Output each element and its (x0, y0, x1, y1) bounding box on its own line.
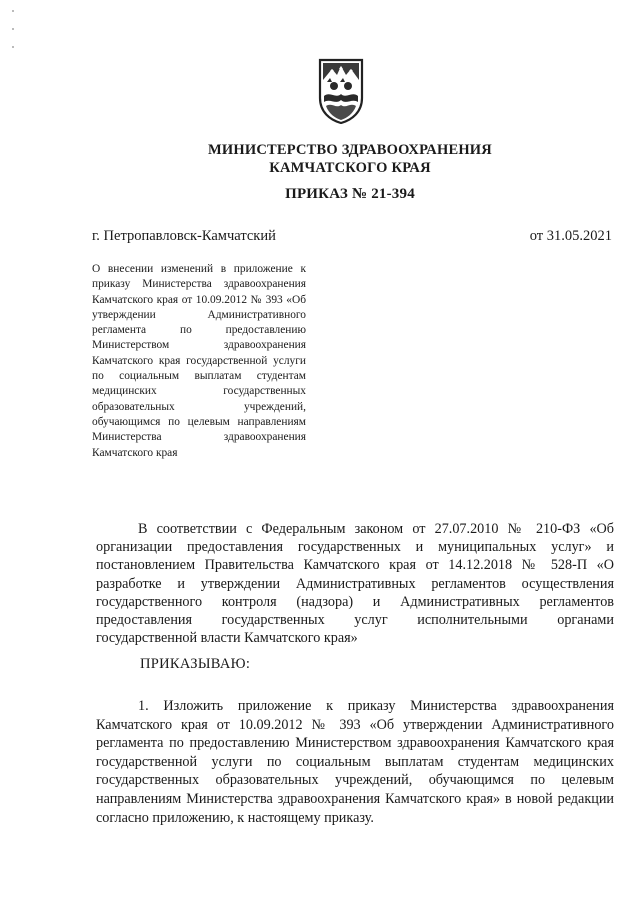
order-item-1: 1. Изложить приложение к приказу Министерства здравоохранения Камчатского края от 10.09.2012 № 393 «Об утверждении Административного регламента по предоставлению Министерством здравоохранения Камчатского края государственной услуги по социальным выплатам студентам медицинских государственных образовательных учреждений, обучающимся по целевым направлениям Министерства здравоохранения Камчатского края» в новой редакции согласно приложению, к настоящему приказу. (96, 698, 614, 826)
order-number: ПРИКАЗ № 21-394 (285, 186, 415, 202)
ministry-title: МИНИСТЕРСТВО ЗДРАВООХРАНЕНИЯ (208, 142, 492, 158)
issue-city: г. Петропавловск-Камчатский (92, 228, 276, 244)
order-subject: О внесении изменений в приложение к приказу Министерства здравоохранения Камчатского края от 10.09.2012 № 393 «Об утверждении Административного регламента по предоставлению Министерством здравоохранения Камчатского края государственной услуги по социальным выплатам студентам медицинских государственных образовательных учреждений, обучающимся по целевым направлениям Министерства здравоохранения Камчатского края (92, 263, 306, 459)
scan-mark (12, 10, 14, 12)
preamble-paragraph: В соответствии с Федеральным законом от 27.07.2010 № 210-ФЗ «Об организации предоставления государственных и муниципальных услуг» и постановлением Правительства Камчатского края от 14.12.2018 № 528-П «О разработке и утверждении Административных регламентов осуществления государственного контроля (надзора) и Административных регламентов предоставления государственных услуг исполнительными органами государственной власти Камчатского края» (96, 521, 614, 647)
order-directive: ПРИКАЗЫВАЮ: (140, 656, 251, 672)
scan-mark (12, 28, 14, 30)
kamchatka-coat-of-arms-icon (318, 58, 364, 124)
issue-date: от 31.05.2021 (529, 228, 612, 244)
scan-mark (12, 46, 14, 48)
region-title: КАМЧАТСКОГО КРАЯ (269, 160, 431, 176)
